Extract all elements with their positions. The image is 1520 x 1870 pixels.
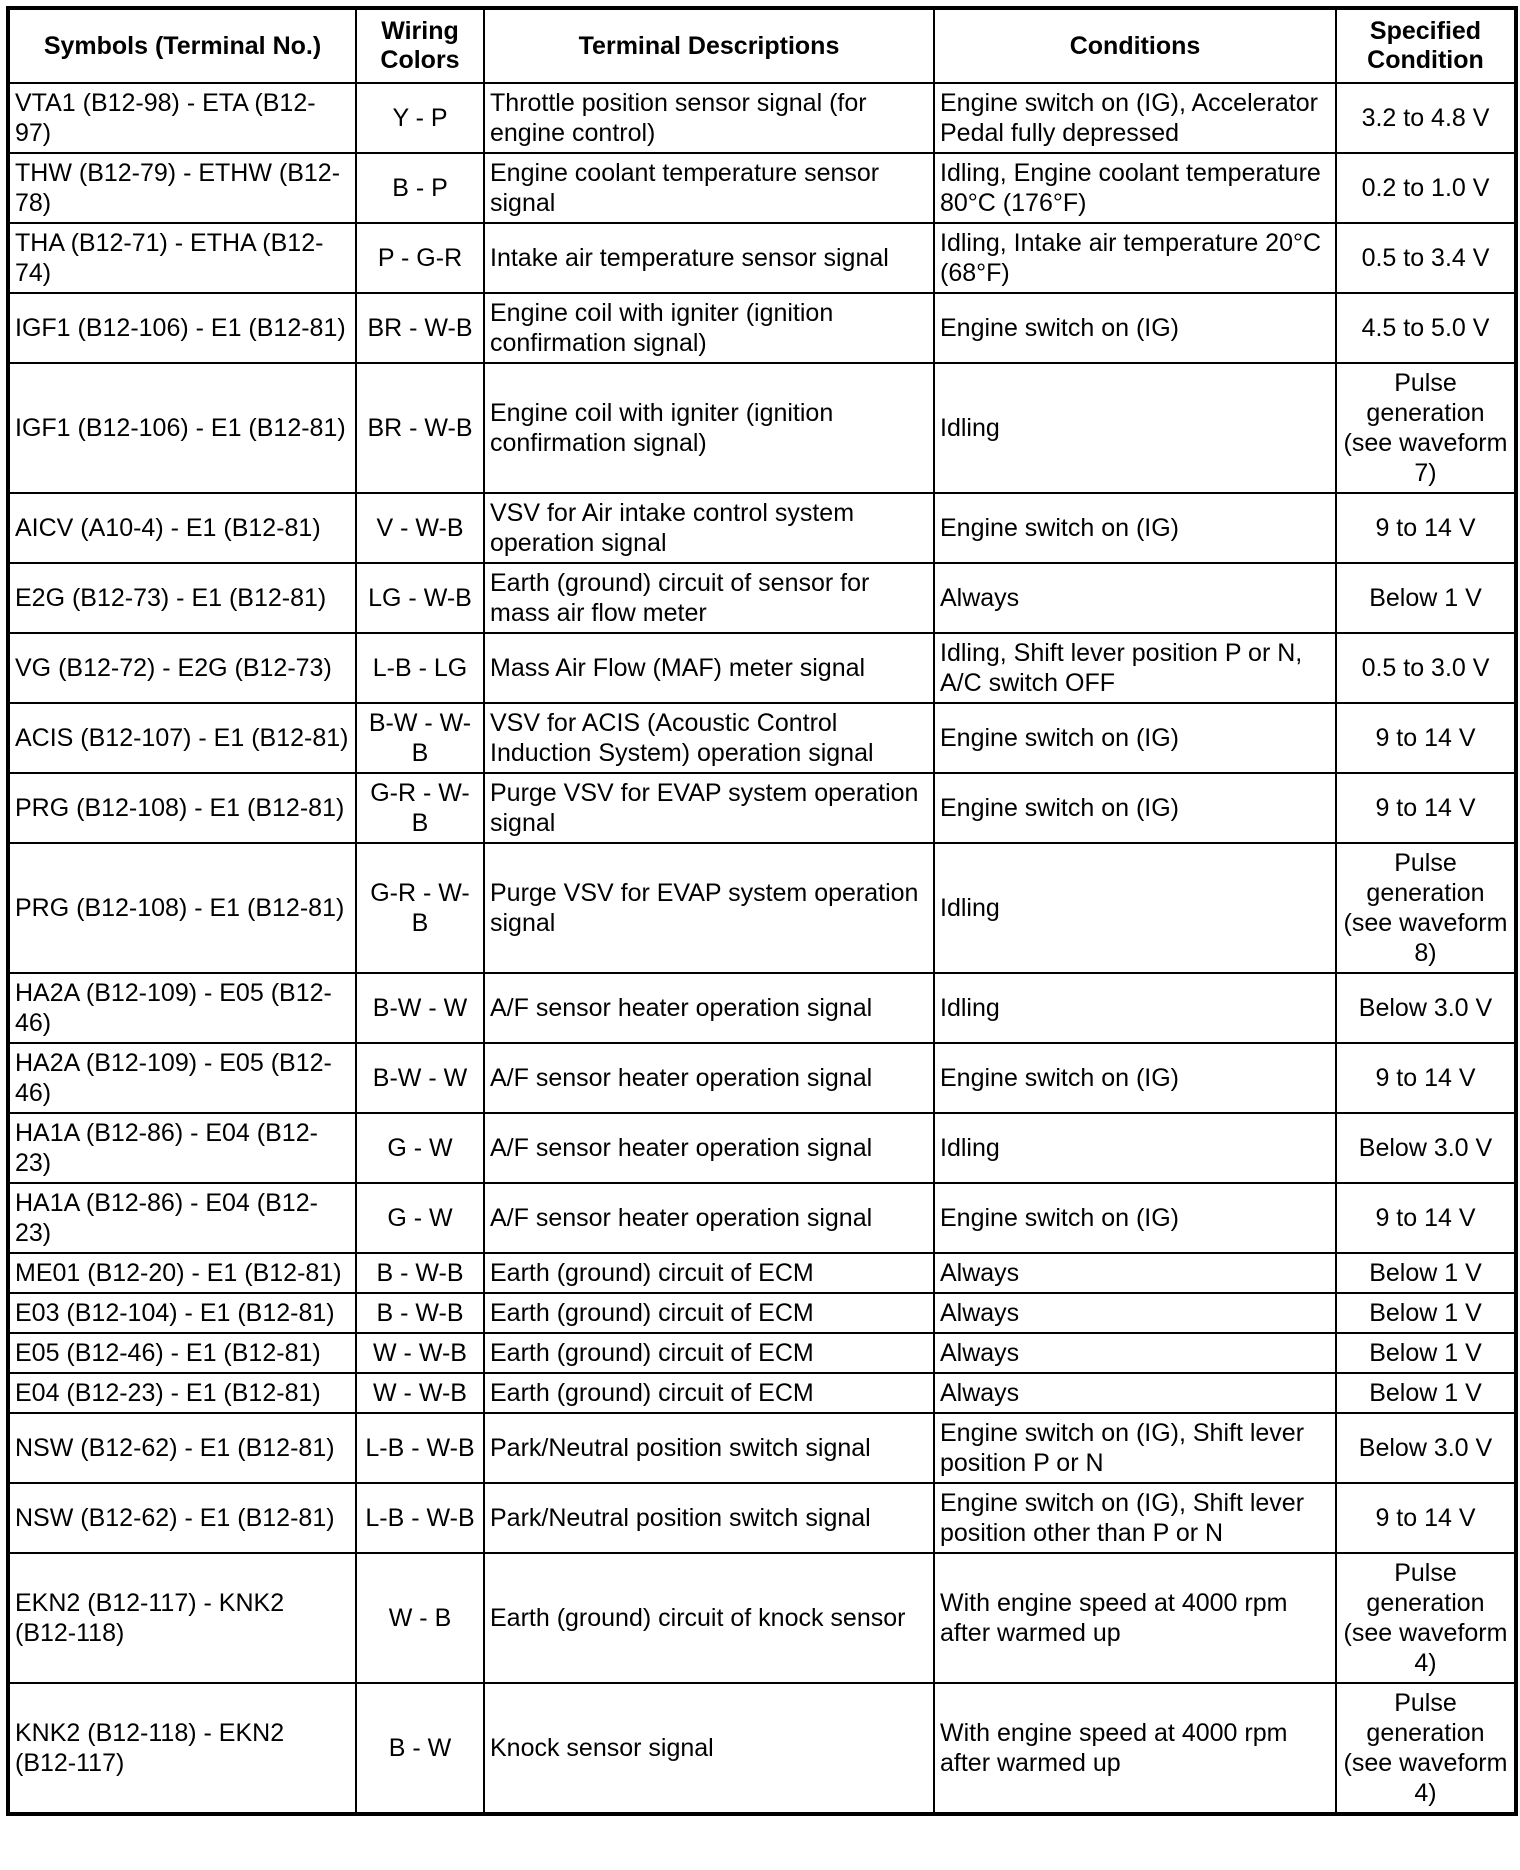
cell-terminal-description: Earth (ground) circuit of ECM [484, 1333, 934, 1373]
cell-conditions: Always [934, 563, 1336, 633]
header-conditions: Conditions [934, 8, 1336, 83]
table-row [8, 1043, 1516, 1113]
cell-specified-condition: 9 to 14 V [1336, 1183, 1516, 1253]
cell-terminal-description: Earth (ground) circuit of ECM [484, 1253, 934, 1293]
cell-symbols: NSW (B12-62) - E1 (B12-81) [8, 1483, 356, 1553]
cell-symbols: THW (B12-79) - ETHW (B12-78) [8, 153, 356, 223]
cell-terminal-description: Park/Neutral position switch signal [484, 1413, 934, 1483]
cell-symbols: KNK2 (B12-118) - EKN2 (B12-117) [8, 1683, 356, 1814]
cell-terminal-description: VSV for ACIS (Acoustic Control Induction System) operation signal [484, 703, 934, 773]
cell-conditions: Idling [934, 973, 1336, 1043]
cell-conditions: Engine switch on (IG) [934, 1183, 1336, 1253]
table-row [8, 1113, 1516, 1183]
cell-wiring-colors: BR - W-B [356, 363, 484, 493]
table-row [8, 1483, 1516, 1553]
cell-specified-condition: 0.5 to 3.0 V [1336, 633, 1516, 703]
table-row [8, 1683, 1516, 1814]
cell-wiring-colors: L-B - W-B [356, 1413, 484, 1483]
cell-terminal-description: Earth (ground) circuit of ECM [484, 1373, 934, 1413]
cell-terminal-description: Mass Air Flow (MAF) meter signal [484, 633, 934, 703]
cell-specified-condition: 4.5 to 5.0 V [1336, 293, 1516, 363]
cell-conditions: Idling, Shift lever position P or N, A/C switch OFF [934, 633, 1336, 703]
cell-wiring-colors: L-B - W-B [356, 1483, 484, 1553]
cell-conditions: Idling, Engine coolant temperature 80°C (176°F) [934, 153, 1336, 223]
cell-specified-condition: Pulse generation (see waveform 7) [1336, 363, 1516, 493]
cell-symbols: HA2A (B12-109) - E05 (B12-46) [8, 1043, 356, 1113]
cell-specified-condition: Below 3.0 V [1336, 1413, 1516, 1483]
cell-conditions: Idling [934, 843, 1336, 973]
table-row [8, 1373, 1516, 1413]
cell-symbols: VG (B12-72) - E2G (B12-73) [8, 633, 356, 703]
table-row [8, 1293, 1516, 1333]
cell-wiring-colors: B-W - W [356, 1043, 484, 1113]
table-row [8, 1413, 1516, 1483]
cell-conditions: With engine speed at 4000 rpm after warmed up [934, 1553, 1336, 1683]
table-row [8, 83, 1516, 153]
cell-wiring-colors: B - P [356, 153, 484, 223]
cell-wiring-colors: BR - W-B [356, 293, 484, 363]
cell-symbols: ME01 (B12-20) - E1 (B12-81) [8, 1253, 356, 1293]
cell-terminal-description: Throttle position sensor signal (for engine control) [484, 83, 934, 153]
cell-conditions: Engine switch on (IG) [934, 773, 1336, 843]
cell-symbols: THA (B12-71) - ETHA (B12-74) [8, 223, 356, 293]
cell-wiring-colors: W - W-B [356, 1373, 484, 1413]
cell-wiring-colors: W - W-B [356, 1333, 484, 1373]
cell-specified-condition: 9 to 14 V [1336, 773, 1516, 843]
table-row [8, 1183, 1516, 1253]
cell-terminal-description: Earth (ground) circuit of knock sensor [484, 1553, 934, 1683]
cell-symbols: NSW (B12-62) - E1 (B12-81) [8, 1413, 356, 1483]
table-row [8, 223, 1516, 293]
cell-symbols: PRG (B12-108) - E1 (B12-81) [8, 843, 356, 973]
cell-symbols: HA1A (B12-86) - E04 (B12-23) [8, 1183, 356, 1253]
cell-wiring-colors: G - W [356, 1113, 484, 1183]
cell-specified-condition: Below 1 V [1336, 563, 1516, 633]
cell-conditions: Engine switch on (IG) [934, 1043, 1336, 1113]
cell-conditions: Idling [934, 363, 1336, 493]
cell-conditions: Engine switch on (IG) [934, 703, 1336, 773]
cell-specified-condition: Pulse generation (see waveform 4) [1336, 1683, 1516, 1814]
cell-terminal-description: A/F sensor heater operation signal [484, 1113, 934, 1183]
header-symbols: Symbols (Terminal No.) [8, 8, 356, 83]
cell-symbols: HA2A (B12-109) - E05 (B12-46) [8, 973, 356, 1043]
table-row [8, 973, 1516, 1043]
cell-conditions: Engine switch on (IG), Shift lever position other than P or N [934, 1483, 1336, 1553]
cell-specified-condition: Below 1 V [1336, 1373, 1516, 1413]
cell-terminal-description: Knock sensor signal [484, 1683, 934, 1814]
cell-terminal-description: VSV for Air intake control system operation signal [484, 493, 934, 563]
cell-wiring-colors: B - W-B [356, 1293, 484, 1333]
table-row [8, 563, 1516, 633]
cell-specified-condition: Below 1 V [1336, 1333, 1516, 1373]
cell-symbols: IGF1 (B12-106) - E1 (B12-81) [8, 293, 356, 363]
ecm-terminal-table-container [6, 6, 1518, 1816]
cell-specified-condition: Below 1 V [1336, 1293, 1516, 1333]
header-wiring-colors: Wiring Colors [356, 8, 484, 83]
table-row [8, 1333, 1516, 1373]
table-row [8, 1253, 1516, 1293]
cell-specified-condition: Below 3.0 V [1336, 1113, 1516, 1183]
cell-wiring-colors: G-R - W-B [356, 843, 484, 973]
cell-terminal-description: Intake air temperature sensor signal [484, 223, 934, 293]
cell-conditions: Engine switch on (IG), Accelerator Pedal fully depressed [934, 83, 1336, 153]
table-header-row [8, 8, 1516, 83]
cell-specified-condition: 0.2 to 1.0 V [1336, 153, 1516, 223]
cell-wiring-colors: LG - W-B [356, 563, 484, 633]
cell-symbols: EKN2 (B12-117) - KNK2 (B12-118) [8, 1553, 356, 1683]
cell-wiring-colors: B - W [356, 1683, 484, 1814]
cell-specified-condition: Below 1 V [1336, 1253, 1516, 1293]
cell-symbols: E2G (B12-73) - E1 (B12-81) [8, 563, 356, 633]
table-row [8, 363, 1516, 493]
table-row [8, 493, 1516, 563]
cell-conditions: Idling [934, 1113, 1336, 1183]
cell-wiring-colors: G-R - W-B [356, 773, 484, 843]
cell-symbols: IGF1 (B12-106) - E1 (B12-81) [8, 363, 356, 493]
cell-conditions: Always [934, 1333, 1336, 1373]
table-row [8, 153, 1516, 223]
cell-symbols: E05 (B12-46) - E1 (B12-81) [8, 1333, 356, 1373]
cell-conditions: Always [934, 1373, 1336, 1413]
cell-wiring-colors: Y - P [356, 83, 484, 153]
cell-terminal-description: Engine coil with igniter (ignition confirmation signal) [484, 363, 934, 493]
cell-symbols: E04 (B12-23) - E1 (B12-81) [8, 1373, 356, 1413]
cell-wiring-colors: P - G-R [356, 223, 484, 293]
cell-wiring-colors: B-W - W-B [356, 703, 484, 773]
table-row [8, 703, 1516, 773]
table-row [8, 773, 1516, 843]
cell-conditions: Engine switch on (IG), Shift lever position P or N [934, 1413, 1336, 1483]
header-specified-condition: Specified Condition [1336, 8, 1516, 83]
cell-specified-condition: Pulse generation (see waveform 4) [1336, 1553, 1516, 1683]
cell-wiring-colors: W - B [356, 1553, 484, 1683]
table-row [8, 293, 1516, 363]
cell-conditions: Idling, Intake air temperature 20°C (68°F) [934, 223, 1336, 293]
cell-specified-condition: 0.5 to 3.4 V [1336, 223, 1516, 293]
cell-specified-condition: 3.2 to 4.8 V [1336, 83, 1516, 153]
cell-terminal-description: Earth (ground) circuit of sensor for mass air flow meter [484, 563, 934, 633]
cell-conditions: With engine speed at 4000 rpm after warmed up [934, 1683, 1336, 1814]
cell-conditions: Always [934, 1293, 1336, 1333]
cell-terminal-description: Earth (ground) circuit of ECM [484, 1293, 934, 1333]
cell-symbols: E03 (B12-104) - E1 (B12-81) [8, 1293, 356, 1333]
cell-wiring-colors: B - W-B [356, 1253, 484, 1293]
cell-conditions: Engine switch on (IG) [934, 293, 1336, 363]
cell-terminal-description: Purge VSV for EVAP system operation signal [484, 773, 934, 843]
cell-terminal-description: Park/Neutral position switch signal [484, 1483, 934, 1553]
table-row [8, 843, 1516, 973]
cell-symbols: PRG (B12-108) - E1 (B12-81) [8, 773, 356, 843]
cell-specified-condition: 9 to 14 V [1336, 493, 1516, 563]
cell-symbols: HA1A (B12-86) - E04 (B12-23) [8, 1113, 356, 1183]
cell-terminal-description: A/F sensor heater operation signal [484, 1183, 934, 1253]
cell-specified-condition: 9 to 14 V [1336, 1483, 1516, 1553]
cell-terminal-description: Purge VSV for EVAP system operation signal [484, 843, 934, 973]
cell-terminal-description: A/F sensor heater operation signal [484, 1043, 934, 1113]
cell-wiring-colors: B-W - W [356, 973, 484, 1043]
table-row [8, 1553, 1516, 1683]
cell-wiring-colors: L-B - LG [356, 633, 484, 703]
cell-specified-condition: Pulse generation (see waveform 8) [1336, 843, 1516, 973]
cell-conditions: Always [934, 1253, 1336, 1293]
cell-wiring-colors: G - W [356, 1183, 484, 1253]
cell-terminal-description: Engine coolant temperature sensor signal [484, 153, 934, 223]
table-row [8, 633, 1516, 703]
cell-conditions: Engine switch on (IG) [934, 493, 1336, 563]
cell-terminal-description: Engine coil with igniter (ignition confirmation signal) [484, 293, 934, 363]
cell-symbols: AICV (A10-4) - E1 (B12-81) [8, 493, 356, 563]
cell-symbols: ACIS (B12-107) - E1 (B12-81) [8, 703, 356, 773]
cell-specified-condition: Below 3.0 V [1336, 973, 1516, 1043]
header-terminal-descriptions: Terminal Descriptions [484, 8, 934, 83]
cell-specified-condition: 9 to 14 V [1336, 1043, 1516, 1113]
ecm-terminal-table [6, 6, 1518, 1816]
cell-specified-condition: 9 to 14 V [1336, 703, 1516, 773]
cell-symbols: VTA1 (B12-98) - ETA (B12-97) [8, 83, 356, 153]
cell-wiring-colors: V - W-B [356, 493, 484, 563]
cell-terminal-description: A/F sensor heater operation signal [484, 973, 934, 1043]
